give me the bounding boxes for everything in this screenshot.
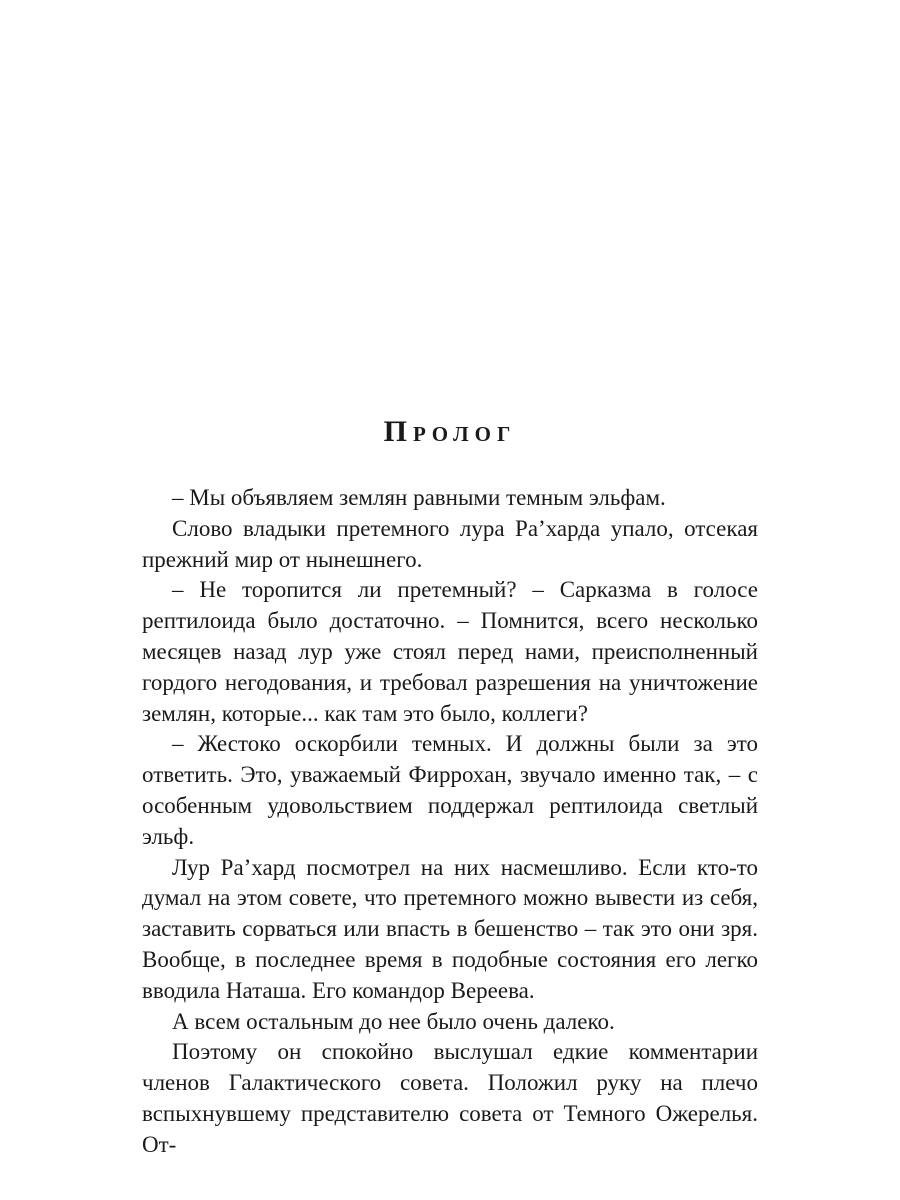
- paragraph-3: – Не торопится ли претемный? – Сарказма в голосе рептилоида было достаточно. – Помнится, всего несколько месяцев назад лур уже стоял перед нами, преисполненный гордого негодования, и требовал разрешения на уничтожение землян, которые... как там это было, коллеги?: [142, 577, 758, 726]
- chapter-title: Пролог: [383, 415, 517, 448]
- chapter-body: [142, 483, 758, 1161]
- paragraph-6: А всем остальным до нее было очень далеко.: [172, 1008, 615, 1034]
- paragraph-5: Лур Ра’хард посмотрел на них насмешливо. Если кто-то думал на этом совете, что претемного можно вывести из себя, заставить сорваться или впасть в бешенство – так это они зря. Вообще, в последнее время в подобные состояния его легко вводила Наташа. Его командор Вереева.: [142, 854, 758, 1003]
- paragraph-1: – Мы объявляем землян равными темным эльфам.: [172, 485, 666, 510]
- paragraph-7: Поэтому он спокойно выслушал едкие комментарии членов Галактического совета. Положил руку на плечо вспыхнувшему представителю совета от Темного Ожерелья. От-: [142, 1039, 758, 1157]
- paragraph-2: Слово владыки претемного лура Ра’харда упало, отсекая прежний мир от нынешнего.: [142, 515, 758, 572]
- paragraph-4: – Жестоко оскорбили темных. И должны были за это ответить. Это, уважаемый Фиррохан, звучало именно так, – с особенным удовольствием поддержал рептилоида светлый эльф.: [142, 731, 758, 849]
